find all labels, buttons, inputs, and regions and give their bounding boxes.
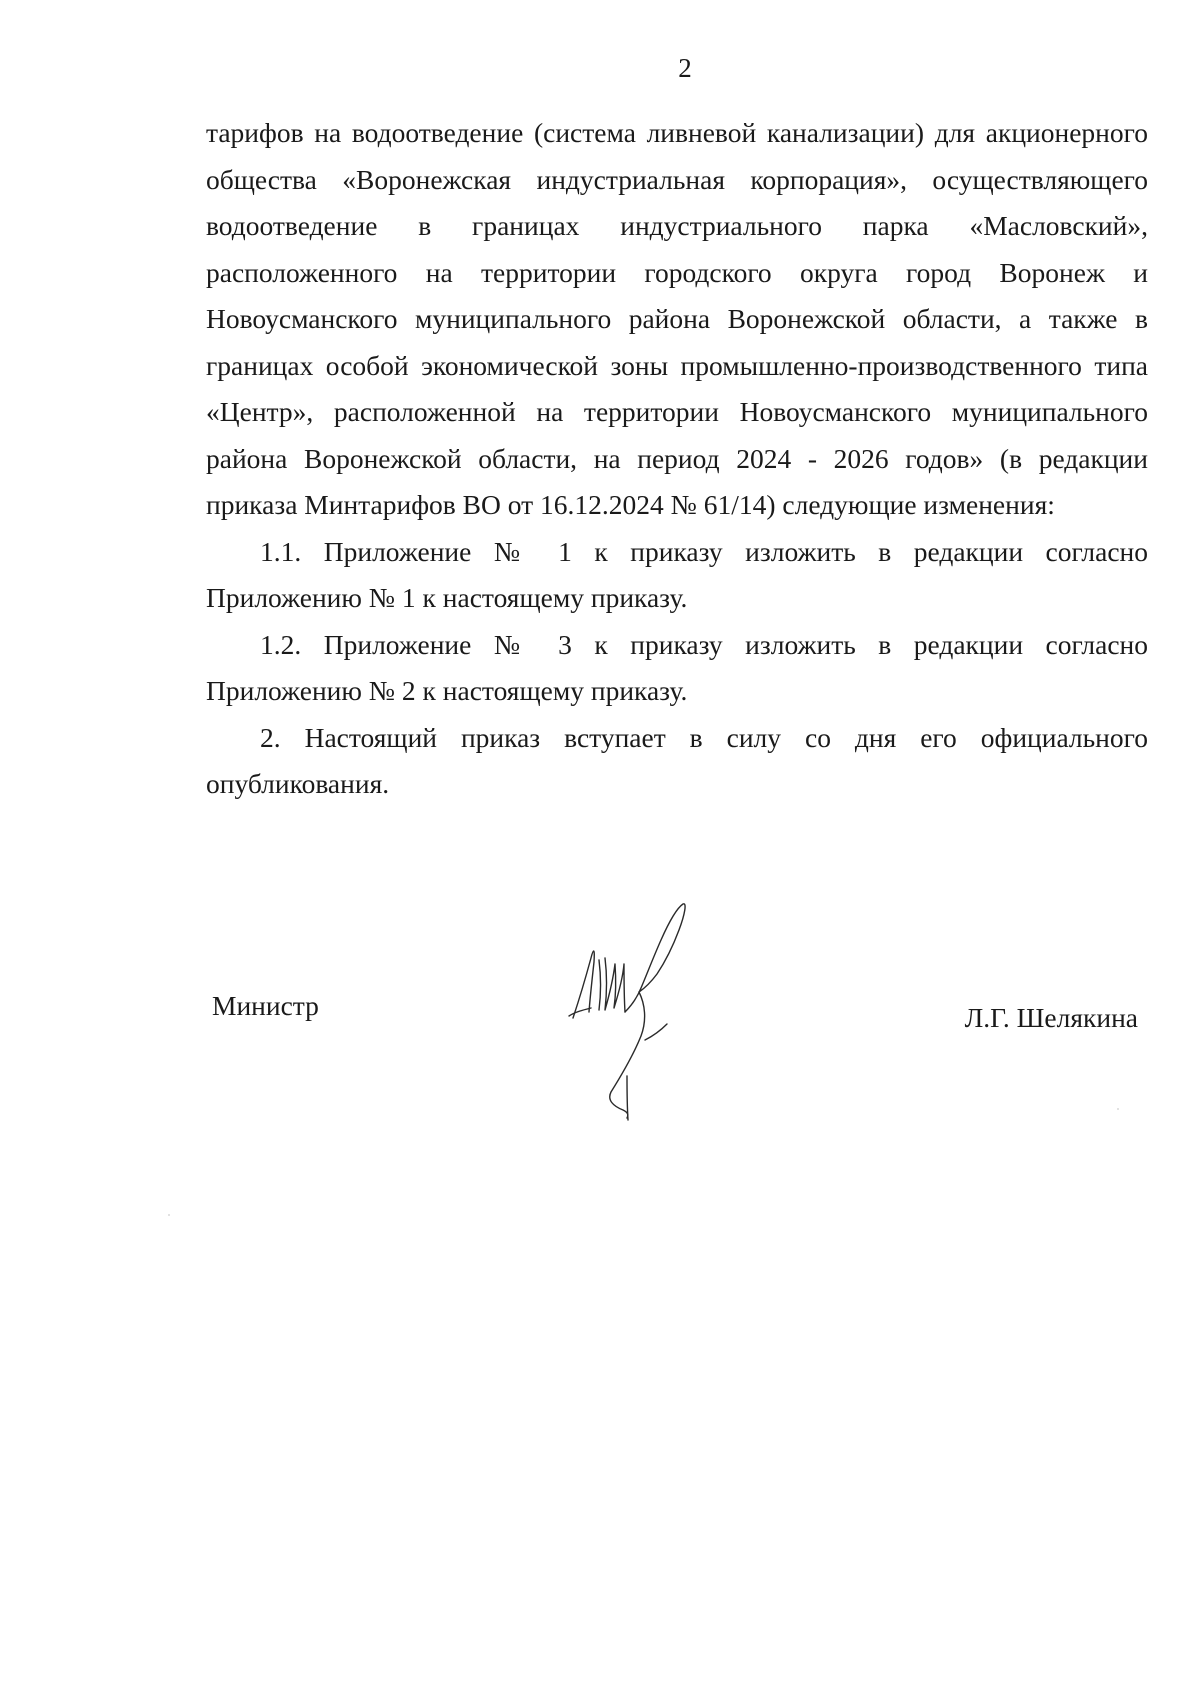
scan-speck — [1117, 1108, 1119, 1110]
paragraph-continuation: тарифов на водоотведение (система ливневой канализации) для акционерного общества «Воронежская индустриальная корпорация», осуществляющего водоотведение в границах индустриального парка «Масловский», расположенного на территории городского округа город Воронеж и Новоусманского муниципального района Воронежской области, а также в границах особой экономической зоны промышленно-производственного типа «Центр», расположенной на территории Новоусманского муниципального района Воронежской области, на период 2024 - 2026 годов» (в редакции приказа Минтарифов ВО от 16.12.2024 № 61/14) следующие изменения: — [206, 117, 1148, 520]
paragraph-item-1-2: 1.2. Приложение № 3 к приказу изложить в редакции согласно Приложению № 2 к настоящему приказу. — [206, 628, 1148, 706]
signature-block — [206, 880, 1148, 1140]
handwritten-signature — [561, 900, 721, 1125]
signer-name: Л.Г. Шелякина — [964, 1002, 1138, 1033]
page-number: 2 — [678, 53, 692, 83]
signer-position: Министр — [212, 990, 319, 1021]
paragraph-item-1-1: 1.1. Приложение № 1 к приказу изложить в редакции согласно Приложению № 1 к настоящему приказу. — [206, 535, 1148, 613]
scan-speck — [168, 1214, 170, 1216]
paragraph-item-2: 2. Настоящий приказ вступает в силу со дня его официального опубликования. — [206, 721, 1148, 799]
document-body — [206, 110, 1148, 808]
